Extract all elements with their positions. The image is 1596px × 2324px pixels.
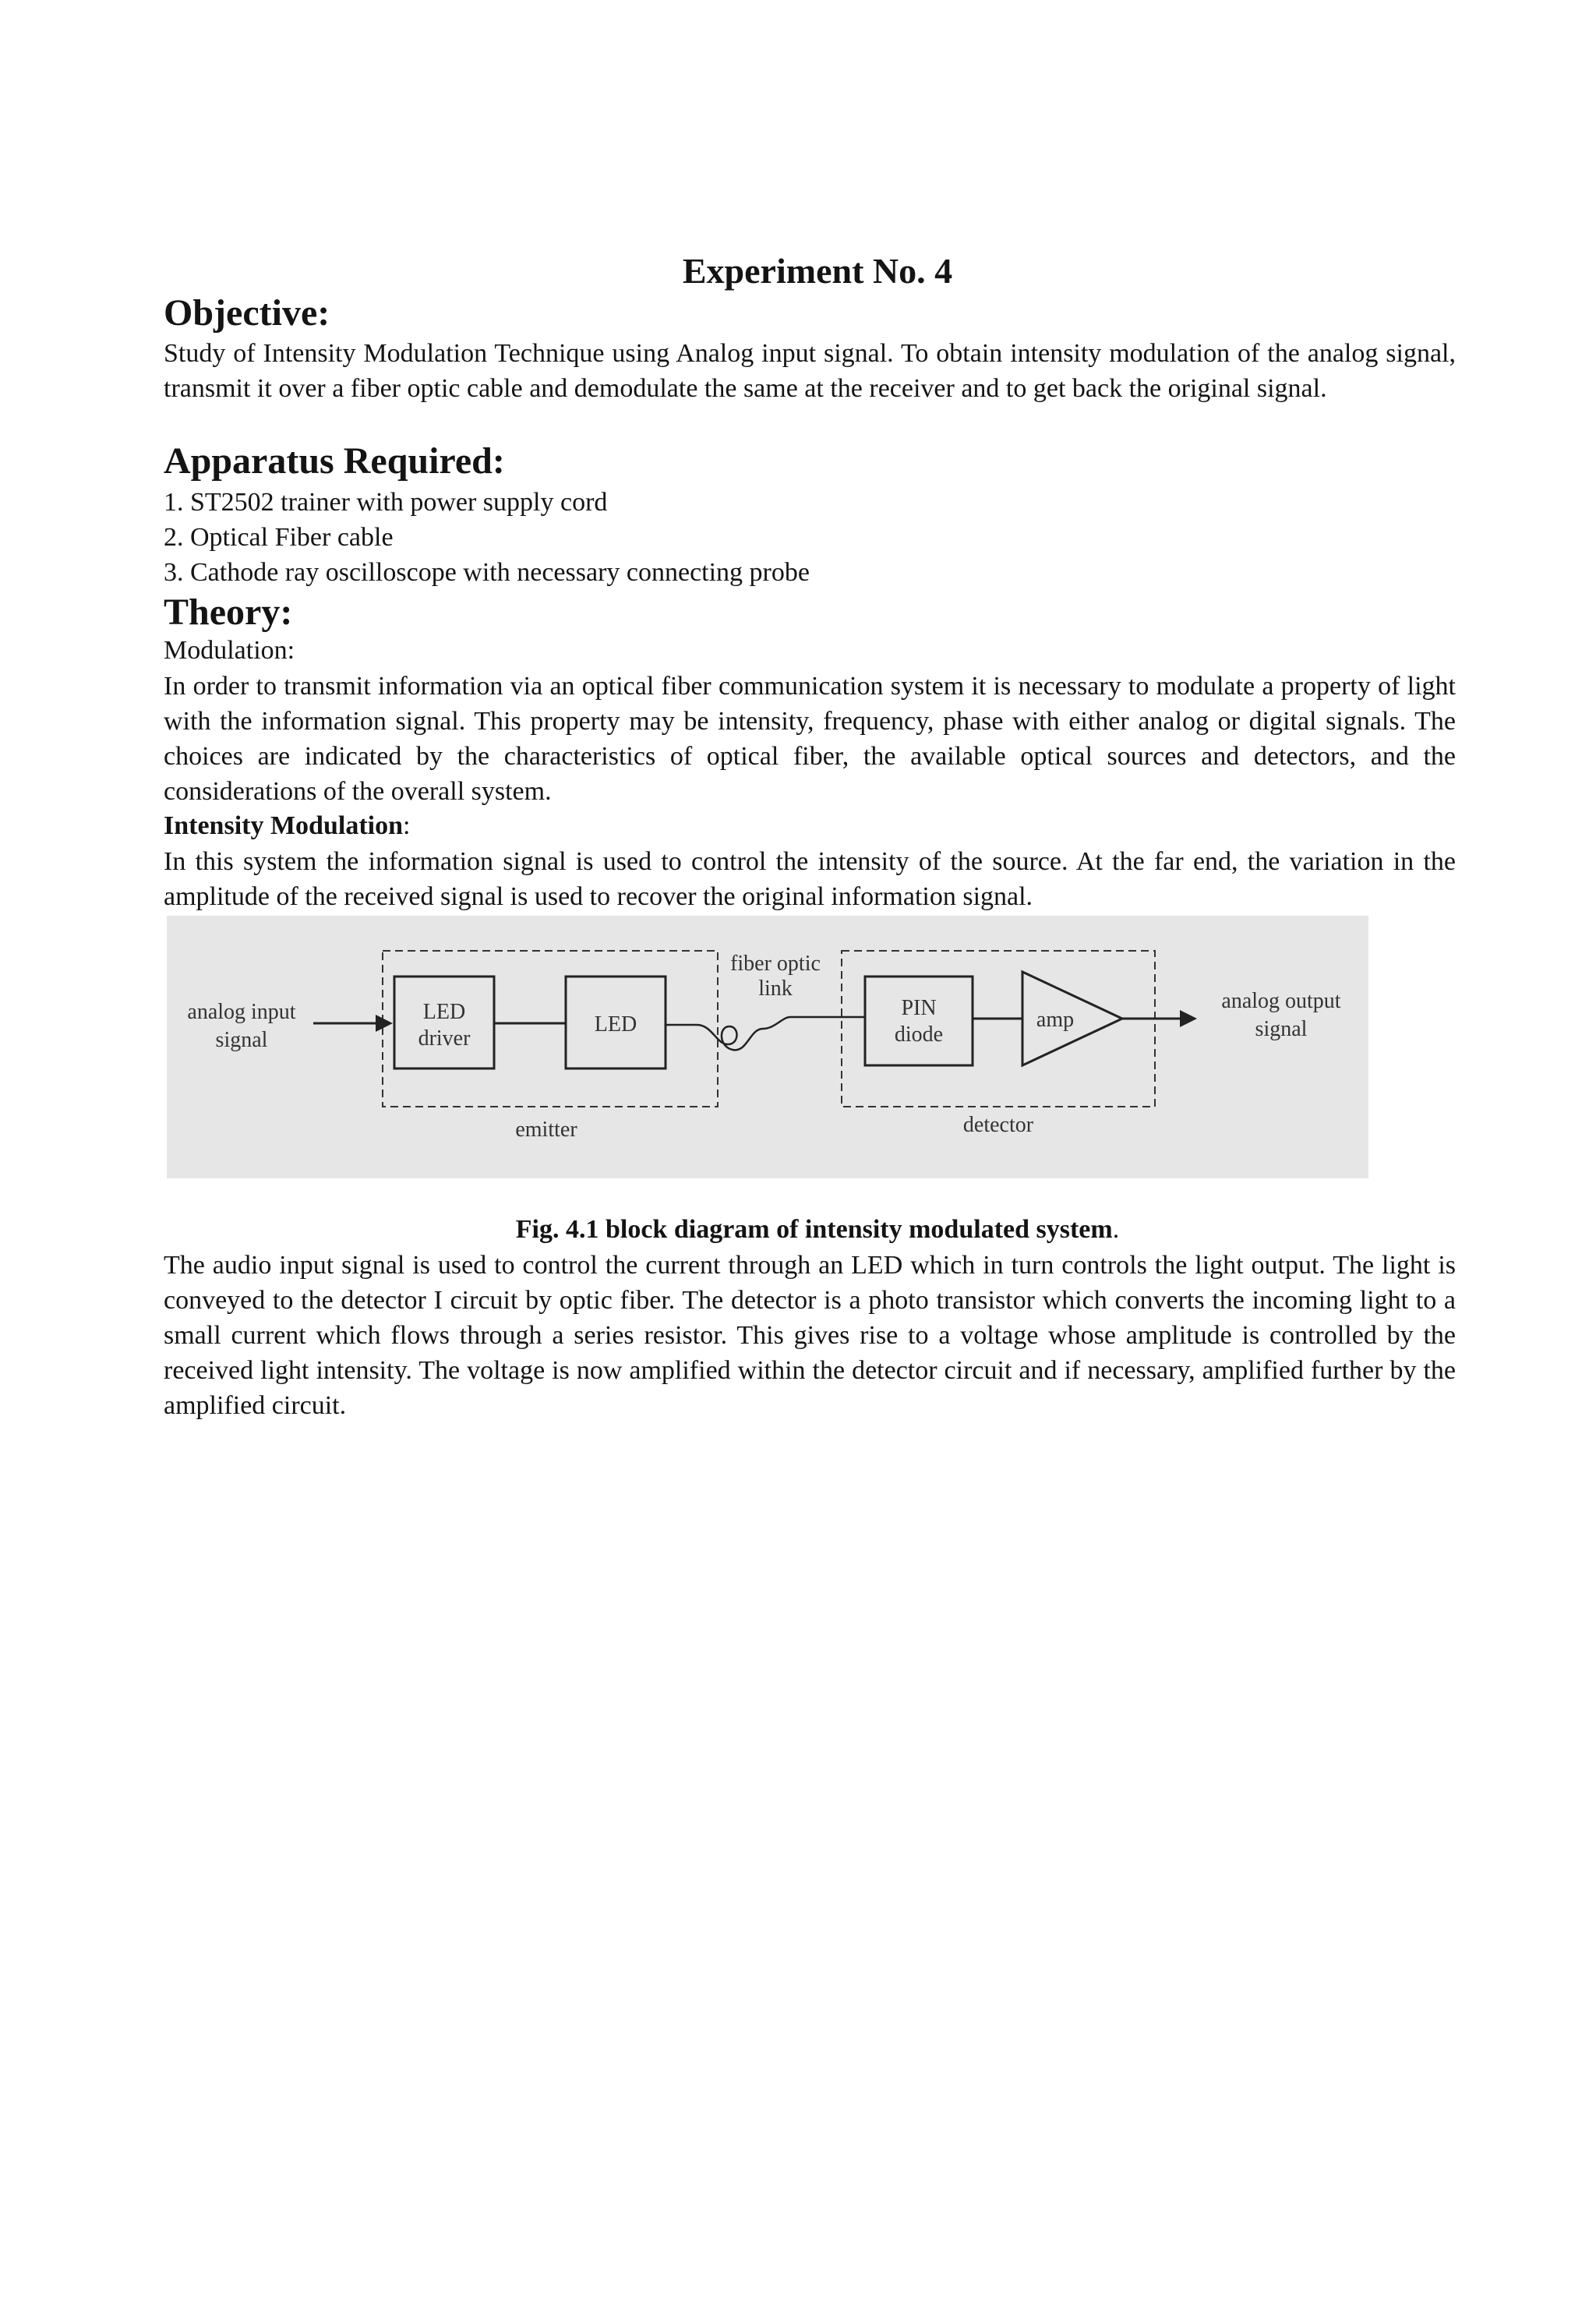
figure-caption-tail: .	[1112, 1215, 1120, 1244]
pin-diode-block	[865, 977, 973, 1065]
output-arrow-icon	[1180, 1010, 1197, 1027]
led-driver-label-2: driver	[418, 1026, 471, 1051]
apparatus-heading: Apparatus Required:	[164, 440, 505, 482]
detector-enclosure	[842, 951, 1155, 1107]
output-label-1: analog output	[1221, 989, 1341, 1013]
theory-heading: Theory:	[164, 592, 293, 633]
apparatus-item: 1. ST2502 trainer with power supply cord	[164, 488, 608, 517]
output-label-2: signal	[1255, 1017, 1308, 1041]
intensity-modulation-label	[164, 808, 410, 843]
led-driver-label-1: LED	[422, 1000, 466, 1024]
modulation-label: Modulation:	[164, 636, 295, 665]
fiber-label-1: fiber optic	[730, 952, 821, 976]
input-arrow-icon	[376, 1015, 393, 1032]
block-diagram-svg	[167, 916, 1368, 1178]
fiber-label-2: link	[758, 977, 793, 1001]
modulation-text: In order to transmit information via an optical fiber communication system it is necessary to modulate a property of light with the information signal. This property may be intensity, frequency, phase with either analog or digital signals. The choices are indicated by the characteristics of optical fiber, the available optical sources and detectors, and the considerations of the overall system.	[164, 672, 1456, 806]
amp-label: amp	[1036, 1008, 1075, 1032]
pin-label-2: diode	[894, 1022, 944, 1047]
led-label: LED	[594, 1012, 637, 1037]
input-label-1: analog input	[187, 1000, 296, 1024]
detector-label: detector	[962, 1113, 1034, 1137]
intensity-text: In this system the information signal is used to control the intensity of the source. At the far end, the variation in the amplitude of the received signal is used to recover the original information signal.	[164, 847, 1456, 911]
emitter-label: emitter	[515, 1118, 577, 1142]
closing-text: The audio input signal is used to control the current through an LED which in turn controls the light output. The light is conveyed to the detector I circuit by optic fiber. The detector is a photo transistor which converts the incoming light to a small current which flows through a series resistor. This gives rise to a voltage whose amplitude is controlled by the received light intensity. The voltage is now amplified within the detector circuit and if necessary, amplified further by the amplified circuit.	[164, 1251, 1456, 1420]
figure-caption-bold: Fig. 4.1 block diagram of intensity modulated system	[515, 1215, 1113, 1244]
fiber-optic-link	[666, 1017, 865, 1050]
objective-text: Study of Intensity Modulation Technique using Analog input signal. To obtain intensity modulation of the analog signal, transmit it over a fiber optic cable and demodulate the same at the receiver and to get back the original signal.	[164, 339, 1456, 403]
apparatus-item: 2. Optical Fiber cable	[164, 523, 394, 552]
apparatus-item: 3. Cathode ray oscilloscope with necessary connecting probe	[164, 558, 810, 587]
objective-heading: Objective:	[164, 292, 330, 334]
intensity-colon: :	[403, 811, 411, 840]
pin-label-1: PIN	[901, 996, 937, 1020]
input-label-2: signal	[215, 1028, 268, 1052]
page-title: Experiment No. 4	[682, 251, 953, 291]
intensity-modulation-bold: Intensity Modulation	[164, 811, 403, 840]
figure-caption	[0, 1212, 1596, 1247]
block-diagram	[167, 916, 1368, 1178]
